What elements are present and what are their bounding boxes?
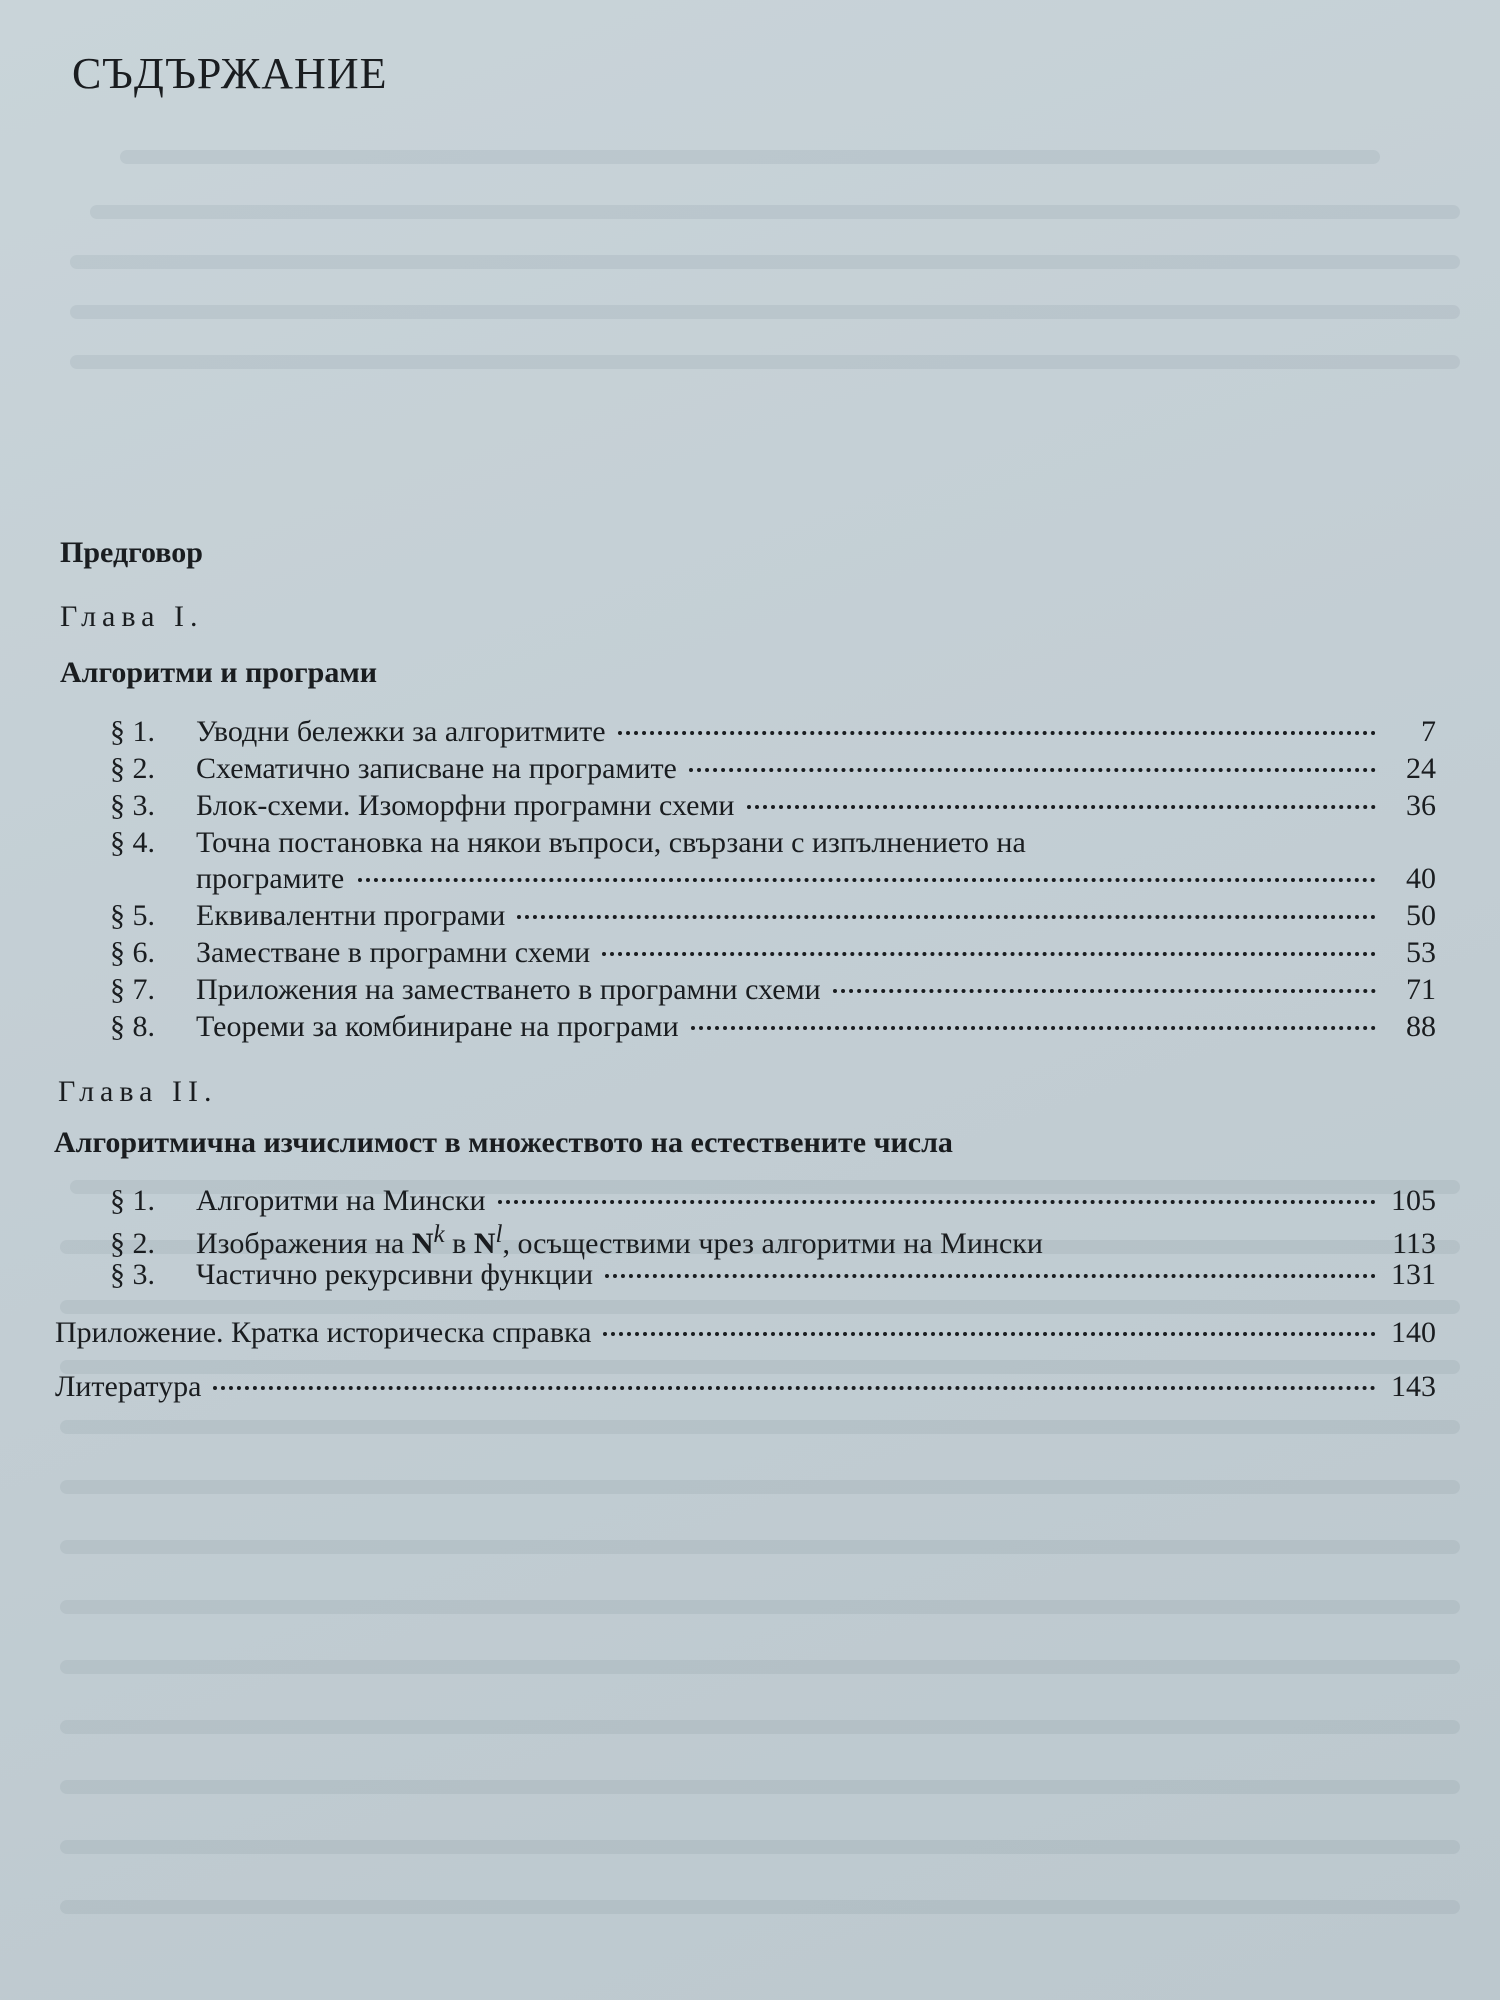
- page-title: СЪДЪРЖАНИЕ: [72, 49, 388, 98]
- toc-entry-appendix: [55, 1316, 1436, 1352]
- page-number: 53: [1406, 936, 1436, 969]
- section-title: Приложения на заместването в програмни схеми: [196, 973, 821, 1006]
- section-title: Теореми за комбиниране на програми: [196, 1010, 679, 1043]
- bleed-through-line: [60, 1840, 1460, 1854]
- chapter-2-label: Глава II.: [58, 1075, 218, 1108]
- chapter-1-title: Алгоритми и програми: [60, 656, 378, 689]
- section-number: § 7.: [110, 973, 155, 1006]
- page-number: 113: [1392, 1227, 1436, 1260]
- section-title: Схематично записване на програмите: [196, 752, 677, 785]
- section-number: § 5.: [110, 899, 155, 932]
- toc-entry: [110, 826, 1436, 862]
- appendix-title: Приложение. Кратка историческа справка: [55, 1316, 592, 1349]
- section-title: Заместване в програмни схеми: [196, 936, 591, 969]
- dot-leader: [358, 877, 1376, 882]
- page-number: 143: [1391, 1370, 1436, 1403]
- section-number: § 8.: [110, 1010, 155, 1043]
- toc-entry: [110, 973, 1436, 1009]
- section-title: Изображения на $N^k$ в $N^l$, осъществими чрез алгоритми на Мински: [196, 1221, 1043, 1260]
- section-number: § 3.: [110, 789, 155, 822]
- toc-entry: [110, 1184, 1436, 1220]
- section-number: § 6.: [110, 936, 155, 969]
- toc-entry: [110, 752, 1436, 788]
- toc-entry: [110, 936, 1436, 972]
- toc-entry-continuation: [196, 862, 1436, 896]
- dot-leader: [603, 1331, 1376, 1336]
- literature-title: Литература: [55, 1370, 202, 1403]
- page-number: 50: [1406, 899, 1436, 932]
- bleed-through-line: [60, 1780, 1460, 1794]
- bleed-through-line: [60, 1540, 1460, 1554]
- dot-leader: [517, 914, 1376, 919]
- section-number: § 1.: [110, 1184, 155, 1217]
- bleed-through-line: [90, 205, 1460, 219]
- bleed-through-line: [70, 305, 1460, 319]
- page-number: 24: [1406, 752, 1436, 785]
- section-title: Частично рекурсивни функции: [196, 1258, 594, 1291]
- chapter-1-label: Глава I.: [60, 600, 204, 633]
- bleed-through-line: [70, 355, 1460, 369]
- section-number: § 2.: [110, 1227, 155, 1260]
- section-title: Алгоритми на Мински: [196, 1184, 486, 1217]
- page-number: 88: [1406, 1010, 1436, 1043]
- bleed-through-line: [60, 1660, 1460, 1674]
- dot-leader: [605, 1273, 1376, 1278]
- bleed-through-line: [60, 1480, 1460, 1494]
- dot-leader: [1055, 1246, 1376, 1247]
- section-number: § 1.: [110, 715, 155, 748]
- section-number: § 4.: [110, 826, 155, 859]
- page-number: 7: [1421, 715, 1436, 748]
- dot-leader: [689, 767, 1376, 772]
- toc-entry: [110, 1221, 1436, 1260]
- toc-entry: [110, 715, 1436, 751]
- bleed-through-line: [60, 1600, 1460, 1614]
- chapter-2-title: Алгоритмична изчислимост в множеството на естествените числа: [54, 1126, 953, 1159]
- toc-entry: [110, 1010, 1436, 1046]
- bleed-through-line: [60, 1720, 1460, 1734]
- toc-entry: [110, 789, 1436, 825]
- dot-leader: [747, 804, 1377, 809]
- page-number: 105: [1391, 1184, 1436, 1217]
- bleed-through-line: [70, 255, 1460, 269]
- dot-leader: [602, 951, 1376, 956]
- page-number: 40: [1406, 862, 1436, 895]
- dot-leader: [213, 1385, 1376, 1390]
- page-number: 140: [1391, 1316, 1436, 1349]
- page-number: 36: [1406, 789, 1436, 822]
- dot-leader: [498, 1199, 1377, 1204]
- toc-entry: [110, 1258, 1436, 1294]
- bleed-through-line: [60, 1420, 1460, 1434]
- preface-heading: Предговор: [60, 536, 203, 569]
- section-title: Точна постановка на някои въпроси, свързани с изпълнението на: [196, 826, 1026, 859]
- dot-leader: [833, 988, 1376, 993]
- section-number: § 2.: [110, 752, 155, 785]
- section-title-continued: програмите: [196, 862, 345, 895]
- section-title: Еквивалентни програми: [196, 899, 506, 932]
- page-number: 71: [1406, 973, 1436, 1006]
- section-number: § 3.: [110, 1258, 155, 1291]
- page-number: 131: [1391, 1258, 1436, 1291]
- section-title: Блок-схеми. Изоморфни програмни схеми: [196, 789, 735, 822]
- dot-leader: [618, 730, 1376, 735]
- toc-entry-literature: [55, 1370, 1436, 1406]
- bleed-through-line: [60, 1300, 1460, 1314]
- bleed-through-line: [60, 1900, 1460, 1914]
- section-title: Уводни бележки за алгоритмите: [196, 715, 606, 748]
- bleed-through-line: [120, 150, 1380, 164]
- toc-entry: [110, 899, 1436, 935]
- dot-leader: [691, 1025, 1376, 1030]
